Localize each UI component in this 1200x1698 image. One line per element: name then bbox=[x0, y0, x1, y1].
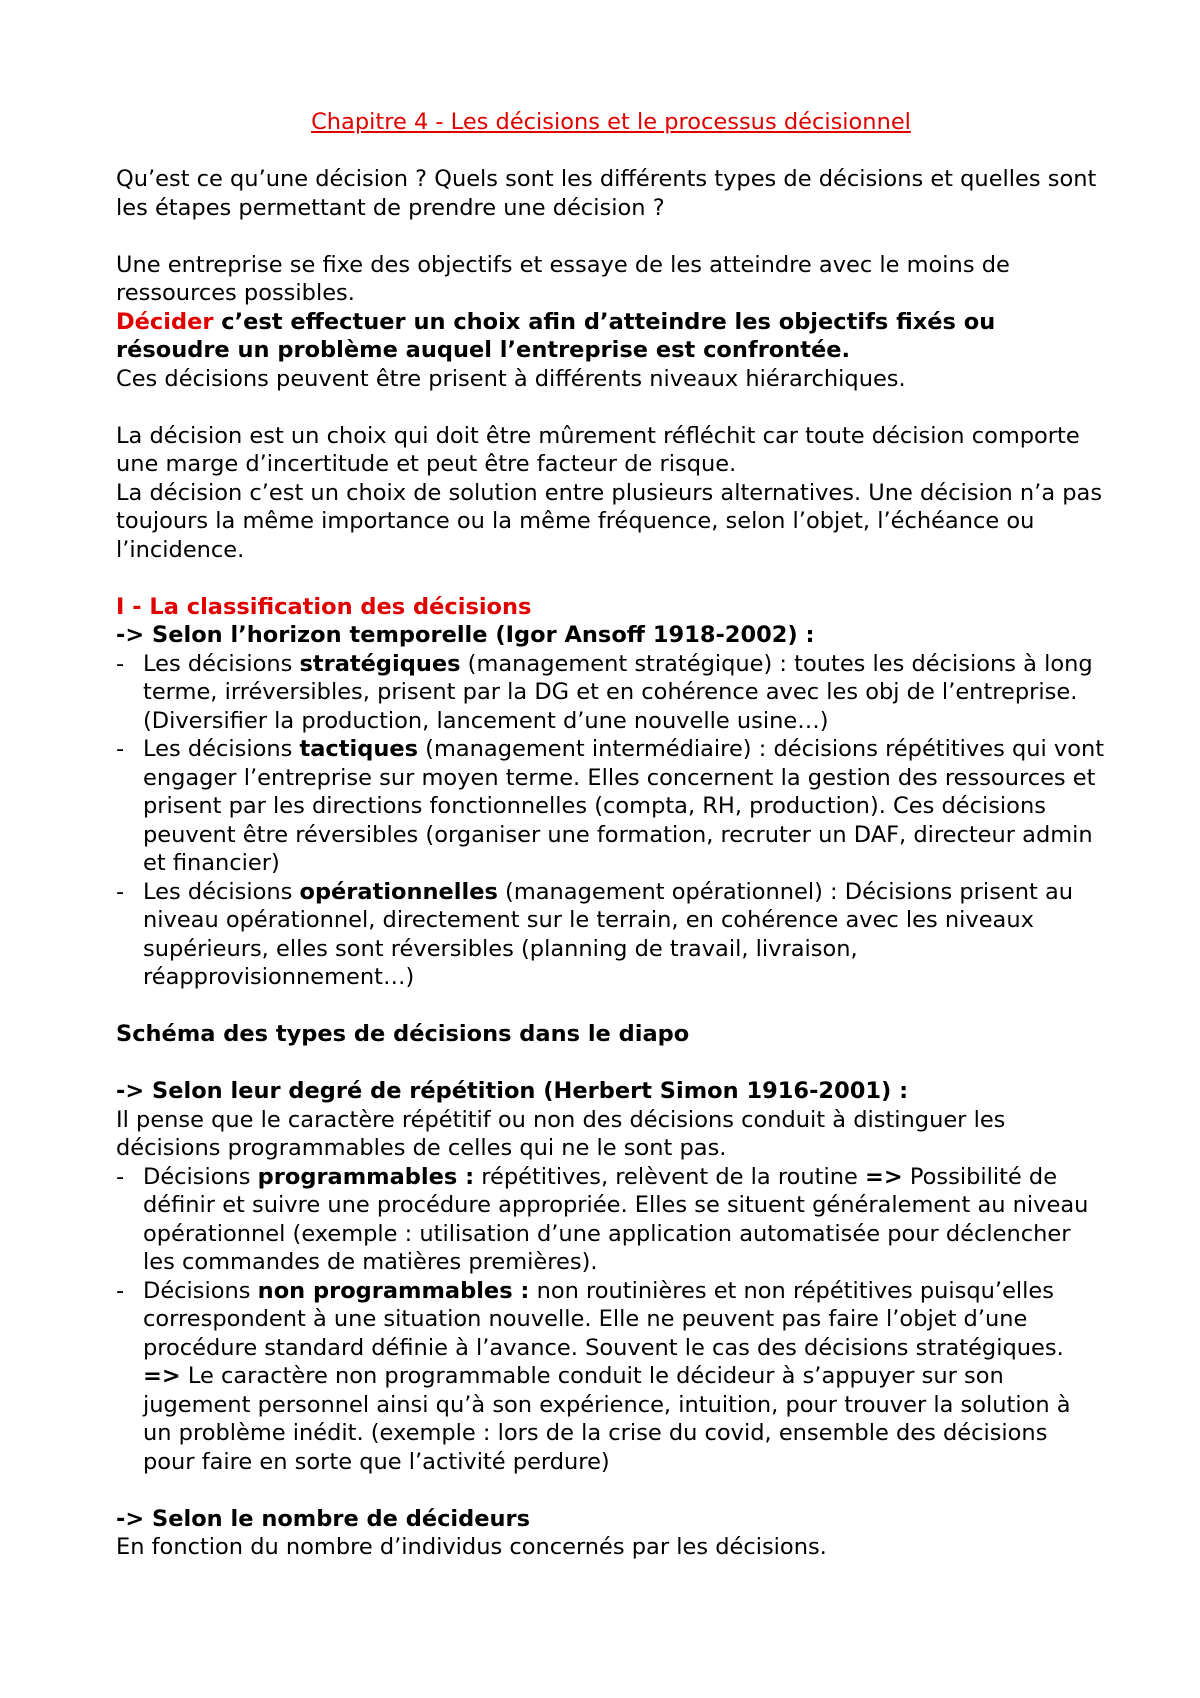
list-item: - Décisions programmables : répétitives, relèvent de la routine => Possibilité de définir et suivre une procédure appropriée. Elles se situent généralement au niveau opérationnel (exemple : utilisation d’une application automatisée pour déclencher les commandes de matières premières). bbox=[116, 1163, 1106, 1277]
definition-word: Décider bbox=[116, 308, 214, 335]
definition bbox=[116, 308, 1106, 365]
paragraph-levels: Ces décisions peuvent être prisent à différents niveaux hiérarchiques. bbox=[116, 365, 906, 392]
paragraph-uncertainty: La décision est un choix qui doit être mûrement réfléchit car toute décision comporte une marge d’incertitude et peut être facteur de risque. bbox=[116, 422, 1080, 477]
paragraph-alternatives: La décision c’est un choix de solution entre plusieurs alternatives. Une décision n’a pas toujours la même importance ou la même fréquence, selon l’objet, l’échéance ou l’incidence. bbox=[116, 479, 1103, 563]
schema-note: Schéma des types de décisions dans le diapo bbox=[116, 1021, 690, 1047]
subheading-repetition: -> Selon leur degré de répétition (Herbert Simon 1916-2001) : bbox=[116, 1078, 909, 1104]
list-repetition bbox=[116, 1163, 1121, 1477]
list-horizon bbox=[116, 650, 1106, 992]
section-heading: I - La classification des décisions bbox=[116, 593, 532, 620]
list-item: - Les décisions opérationnelles (management opérationnel) : Décisions prisent au niveau opérationnel, directement sur le terrain, en cohérence avec les niveaux supérieurs, elles sont réversibles (planning de travail, livraison, réapprovisionnement…) bbox=[116, 878, 1106, 992]
intro-question: Qu’est ce qu’une décision ? Quels sont les différents types de décisions et quelles sont les étapes permettant de prendre une décision ? bbox=[116, 166, 1097, 221]
definition-text: c’est effectuer un choix afin d’atteindre les objectifs fixés ou résoudre un problème auquel l’entreprise est confrontée. bbox=[116, 308, 996, 363]
paragraph-objectives: Une entreprise se fixe des objectifs et essaye de les atteindre avec le moins de ressources possibles. bbox=[116, 251, 1010, 306]
document-page bbox=[116, 108, 1121, 1562]
subheading-horizon: -> Selon l’horizon temporelle (Igor Ansoff 1918-2002) : bbox=[116, 622, 815, 648]
page-title: Chapitre 4 - Les décisions et le processus décisionnel bbox=[311, 109, 911, 135]
paragraph-deciders: En fonction du nombre d’individus concernés par les décisions. bbox=[116, 1534, 827, 1560]
paragraph-simon: Il pense que le caractère répétitif ou non des décisions conduit à distinguer les décisions programmables de celles qui ne le sont pas. bbox=[116, 1106, 1006, 1161]
list-item: - Les décisions tactiques (management intermédiaire) : décisions répétitives qui vont engager l’entreprise sur moyen terme. Elles concernent la gestion des ressources et prisent par les directions fonctionnelles (compta, RH, production). Ces décisions peuvent être réversibles (organiser une formation, recruter un DAF, directeur admin et financier) bbox=[116, 735, 1106, 878]
list-item: - Décisions non programmables : non routinières et non répétitives puisqu’elles correspondent à une situation nouvelle. Elle ne peuvent pas faire l’objet d’une procédure standard définie à l’avance. Souvent le cas des décisions stratégiques. => Le caractère non programmable conduit le décideur à s’appuyer sur son jugement personnel ainsi qu’à son expérience, intuition, pour trouver la solution à un problème inédit. (exemple : lors de la crise du covid, ensemble des décisions pour faire en sorte que l’activité perdure) bbox=[116, 1277, 1106, 1477]
subheading-deciders: -> Selon le nombre de décideurs bbox=[116, 1505, 531, 1532]
list-item: - Les décisions stratégiques (management stratégique) : toutes les décisions à long terme, irréversibles, prisent par la DG et en cohérence avec les obj de l’entreprise. (Diversifier la production, lancement d’une nouvelle usine…) bbox=[116, 650, 1106, 736]
